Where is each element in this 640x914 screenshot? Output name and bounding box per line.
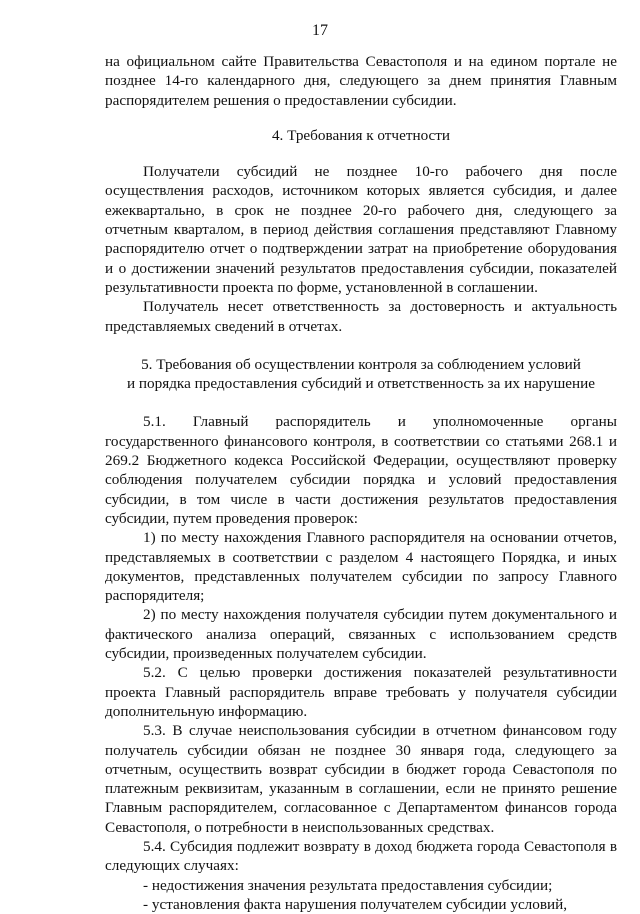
section-4-heading: 4. Требования к отчетности xyxy=(271,126,451,144)
section-5-list-item: - недостижения значения результата предоставления субсидии; xyxy=(143,876,553,894)
section-5-item-2: 2) по месту нахождения получателя субсидии путем документального и фактического анализа операций, связанных с использованием средств субсидии, произведенных получателем субсидии. xyxy=(105,606,617,663)
document-body xyxy=(105,52,617,914)
section-5-heading-line-1: 5. Требования об осуществлении контроля за соблюдением условий xyxy=(141,355,581,373)
section-5-list-item: - установления факта нарушения получателем субсидии условий, xyxy=(143,895,568,913)
section-4-paragraph: Получатель несет ответственность за достоверность и актуальность представляемых сведений в отчетах. xyxy=(105,298,617,335)
section-5-paragraph-5-3: 5.3. В случае неиспользования субсидии в отчетном финансовом году получатель субсидии обязан не позднее 30 января года, следующего за отчетным, осуществить возврат субсидии в бюджет города Севастополя по платежным реквизитам, указанным в соглашении, если не принято решение Главным распорядителем, согласованное с Департаментом финансов города Севастополя, о потребности в неиспользованных средствах. xyxy=(105,722,617,836)
section-4-paragraph: Получатели субсидий не позднее 10-го рабочего дня после осуществления расходов, источником которых является субсидия, и далее ежеквартально, в срок не позднее 20-го рабочего дня, следующего за отчетным кварталом, в период действия соглашения представляют Главному распорядителю отчет о подтверждении затрат на приобретение оборудования и о достижении значений результатов предоставления субсидии, показателей результативности проекта по форме, установленной в соглашении. xyxy=(105,163,617,296)
section-5-item-1: 1) по месту нахождения Главного распорядителя на основании отчетов, представляемых в соответствии с разделом 4 настоящего Порядка, и иных документов, представленных получателем субсидии по запросу Главного распорядителя; xyxy=(105,529,617,605)
section-5-paragraph-5-2: 5.2. С целью проверки достижения показателей результативности проекта Главный распорядитель вправе требовать у получателя субсидии дополнительную информацию. xyxy=(105,664,617,720)
section-5-paragraph-5-4: 5.4. Субсидия подлежит возврату в доход бюджета города Севастополя в следующих случаях: xyxy=(105,837,617,875)
page-number: 17 xyxy=(312,22,328,39)
intro-paragraph: на официальном сайте Правительства Севастополя и на едином портале не позднее 14-го календарного дня, следующего за днем принятия Главным распорядителем решения о предоставлении субсидии. xyxy=(105,53,617,109)
section-5-heading-line-2: и порядка предоставления субсидий и ответственность за их нарушение xyxy=(126,375,596,393)
section-5-paragraph-5-1: 5.1. Главный распорядитель и уполномоченные органы государственного финансового контроля, в соответствии со статьями 268.1 и 269.2 Бюджетного кодекса Российской Федерации, осуществляют проверку соблюдения получателем субсидии порядка и условий предоставления субсидии, в том числе в части достижения результатов предоставления субсидии, путем проведения проверок: xyxy=(105,413,617,527)
